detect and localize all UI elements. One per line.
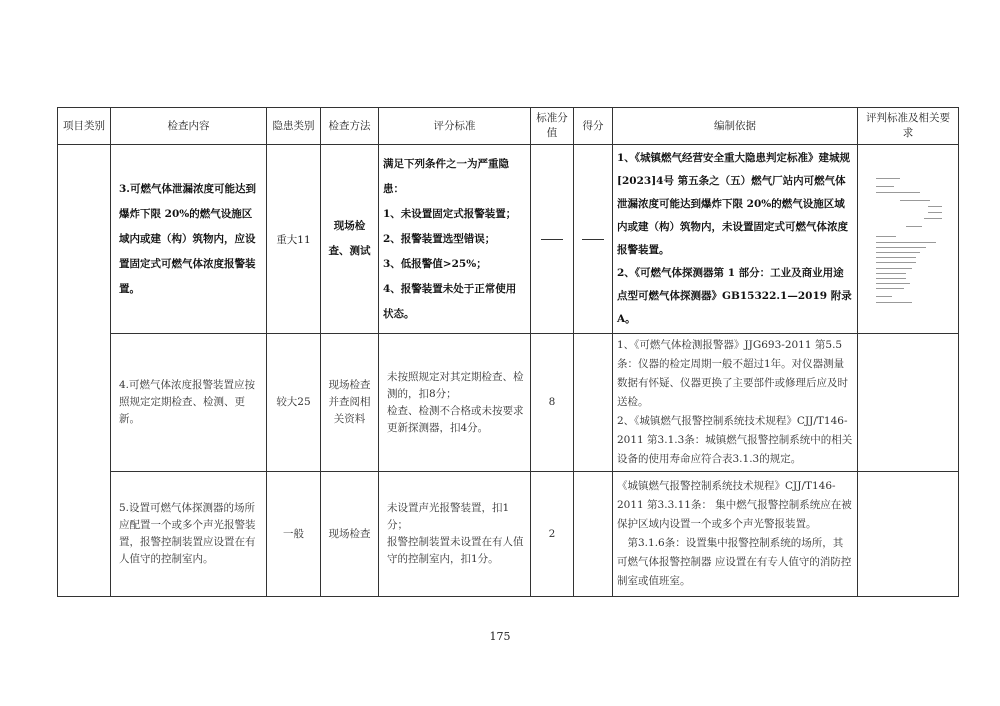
dash-mark xyxy=(582,239,604,240)
header-category: 项目类别 xyxy=(58,108,111,145)
hazard-type-cell: 重大11 xyxy=(267,145,321,334)
requirements-cell xyxy=(858,334,959,472)
score-cell xyxy=(574,145,613,334)
table-row xyxy=(58,145,959,334)
basis-line: 第3.1.6条：设置集中报警控制系统的场所，其可燃气体报警控制器 应设置在有专人值守的消防控制室或值班室。 xyxy=(617,537,852,587)
header-score: 得分 xyxy=(574,108,613,145)
criteria-line: 检查、检测不合格或未按要求更新探测器，扣4分。 xyxy=(387,404,524,434)
method-cell: 现场检查 xyxy=(321,472,379,597)
basis-line: 《城镇燃气报警控制系统技术规程》CJJ/T146-2011 第3.3.11条： 集中燃气报警控制系统应在被保护区域内设置一个或多个声光警报装置。 xyxy=(617,480,852,530)
hazard-type-cell: 较大25 xyxy=(267,334,321,472)
header-method: 检查方法 xyxy=(321,108,379,145)
basis-line: 1、《城镇燃气经营安全重大隐患判定标准》建城规[2023]4号 第五条之（五）燃气厂站内可燃气体泄漏浓度可能达到爆炸下限 20%的燃气设施区域内或建（构）筑物内，未设置固定式可燃气体浓度报警装置。 xyxy=(617,152,851,256)
criteria-line: 报警控制装置未设置在有人值守的控制室内，扣1分。 xyxy=(387,536,524,565)
header-criteria: 评分标准 xyxy=(379,108,531,145)
content-cell: 5.设置可燃气体探测器的场所应配置一个或多个声光报警装置，报警控制装置应设置在有人值守的控制室内。 xyxy=(111,472,267,597)
standard-score-cell xyxy=(531,145,574,334)
criteria-cell xyxy=(379,334,531,472)
criteria-line: 2、报警装置选型错误； xyxy=(383,232,496,245)
page-number: 175 xyxy=(489,630,511,643)
table-header-row xyxy=(58,108,959,145)
criteria-line: 未按照规定对其定期检查、检测的，扣8分； xyxy=(387,370,524,400)
table-row xyxy=(58,472,959,597)
requirements-cell xyxy=(858,472,959,597)
basis-line: 2、《城镇燃气报警控制系统技术规程》CJJ/T146-2011 第3.1.3条：城镇燃气报警控制系统中的相关设备的使用寿命应符合表3.1.3的规定。 xyxy=(617,415,853,465)
criteria-cell xyxy=(379,145,531,334)
score-cell xyxy=(574,472,613,597)
content-cell: 3.可燃气体泄漏浓度可能达到爆炸下限 20%的燃气设施区域内或建（构）筑物内，应设置固定式可燃气体浓度报警装置。 xyxy=(111,145,267,334)
header-hazard-type: 隐患类别 xyxy=(267,108,321,145)
inspection-table xyxy=(57,107,959,597)
criteria-line: 3、低报警值>25%； xyxy=(383,257,487,270)
basis-line: 1、《可燃气体检测报警器》JJG693-2011 第5.5条：仪器的检定周期一般不超过1年。对仪器测量数据有怀疑、仪器更换了主要部件或修理后应及时送检。 xyxy=(617,339,848,408)
category-cell xyxy=(58,145,111,597)
header-requirements: 评判标准及相关要求 xyxy=(858,108,959,145)
dash-mark xyxy=(541,239,563,240)
basis-cell xyxy=(613,472,858,597)
table-row xyxy=(58,334,959,472)
basis-cell xyxy=(613,145,858,334)
header-basis: 编制依据 xyxy=(613,108,858,145)
basis-line: 2、《可燃气体探测器第 1 部分：工业及商业用途点型可燃气体探测器》GB15322.1—2019 附录 A。 xyxy=(617,267,852,325)
criteria-line: 未设置声光报警装置，扣1分； xyxy=(387,502,510,531)
content-cell: 4.可燃气体浓度报警装置应按照规定定期检查、检测、更新。 xyxy=(111,334,267,472)
header-content: 检查内容 xyxy=(111,108,267,145)
header-standard-score: 标准分值 xyxy=(531,108,574,145)
criteria-cell xyxy=(379,472,531,597)
method-cell: 现场检查、测试 xyxy=(321,145,379,334)
basis-cell xyxy=(613,334,858,472)
requirements-cell xyxy=(858,145,959,334)
standard-excerpt-thumbnail xyxy=(872,172,944,307)
standard-score-cell: 8 xyxy=(531,334,574,472)
method-cell: 现场检查并查阅相关资料 xyxy=(321,334,379,472)
criteria-line: 满足下列条件之一为严重隐患： xyxy=(383,157,509,195)
standard-score-cell: 2 xyxy=(531,472,574,597)
score-cell xyxy=(574,334,613,472)
criteria-line: 1、未设置固定式报警装置； xyxy=(383,207,517,220)
criteria-line: 4、报警装置未处于正常使用状态。 xyxy=(383,282,517,320)
hazard-type-cell: 一般 xyxy=(267,472,321,597)
